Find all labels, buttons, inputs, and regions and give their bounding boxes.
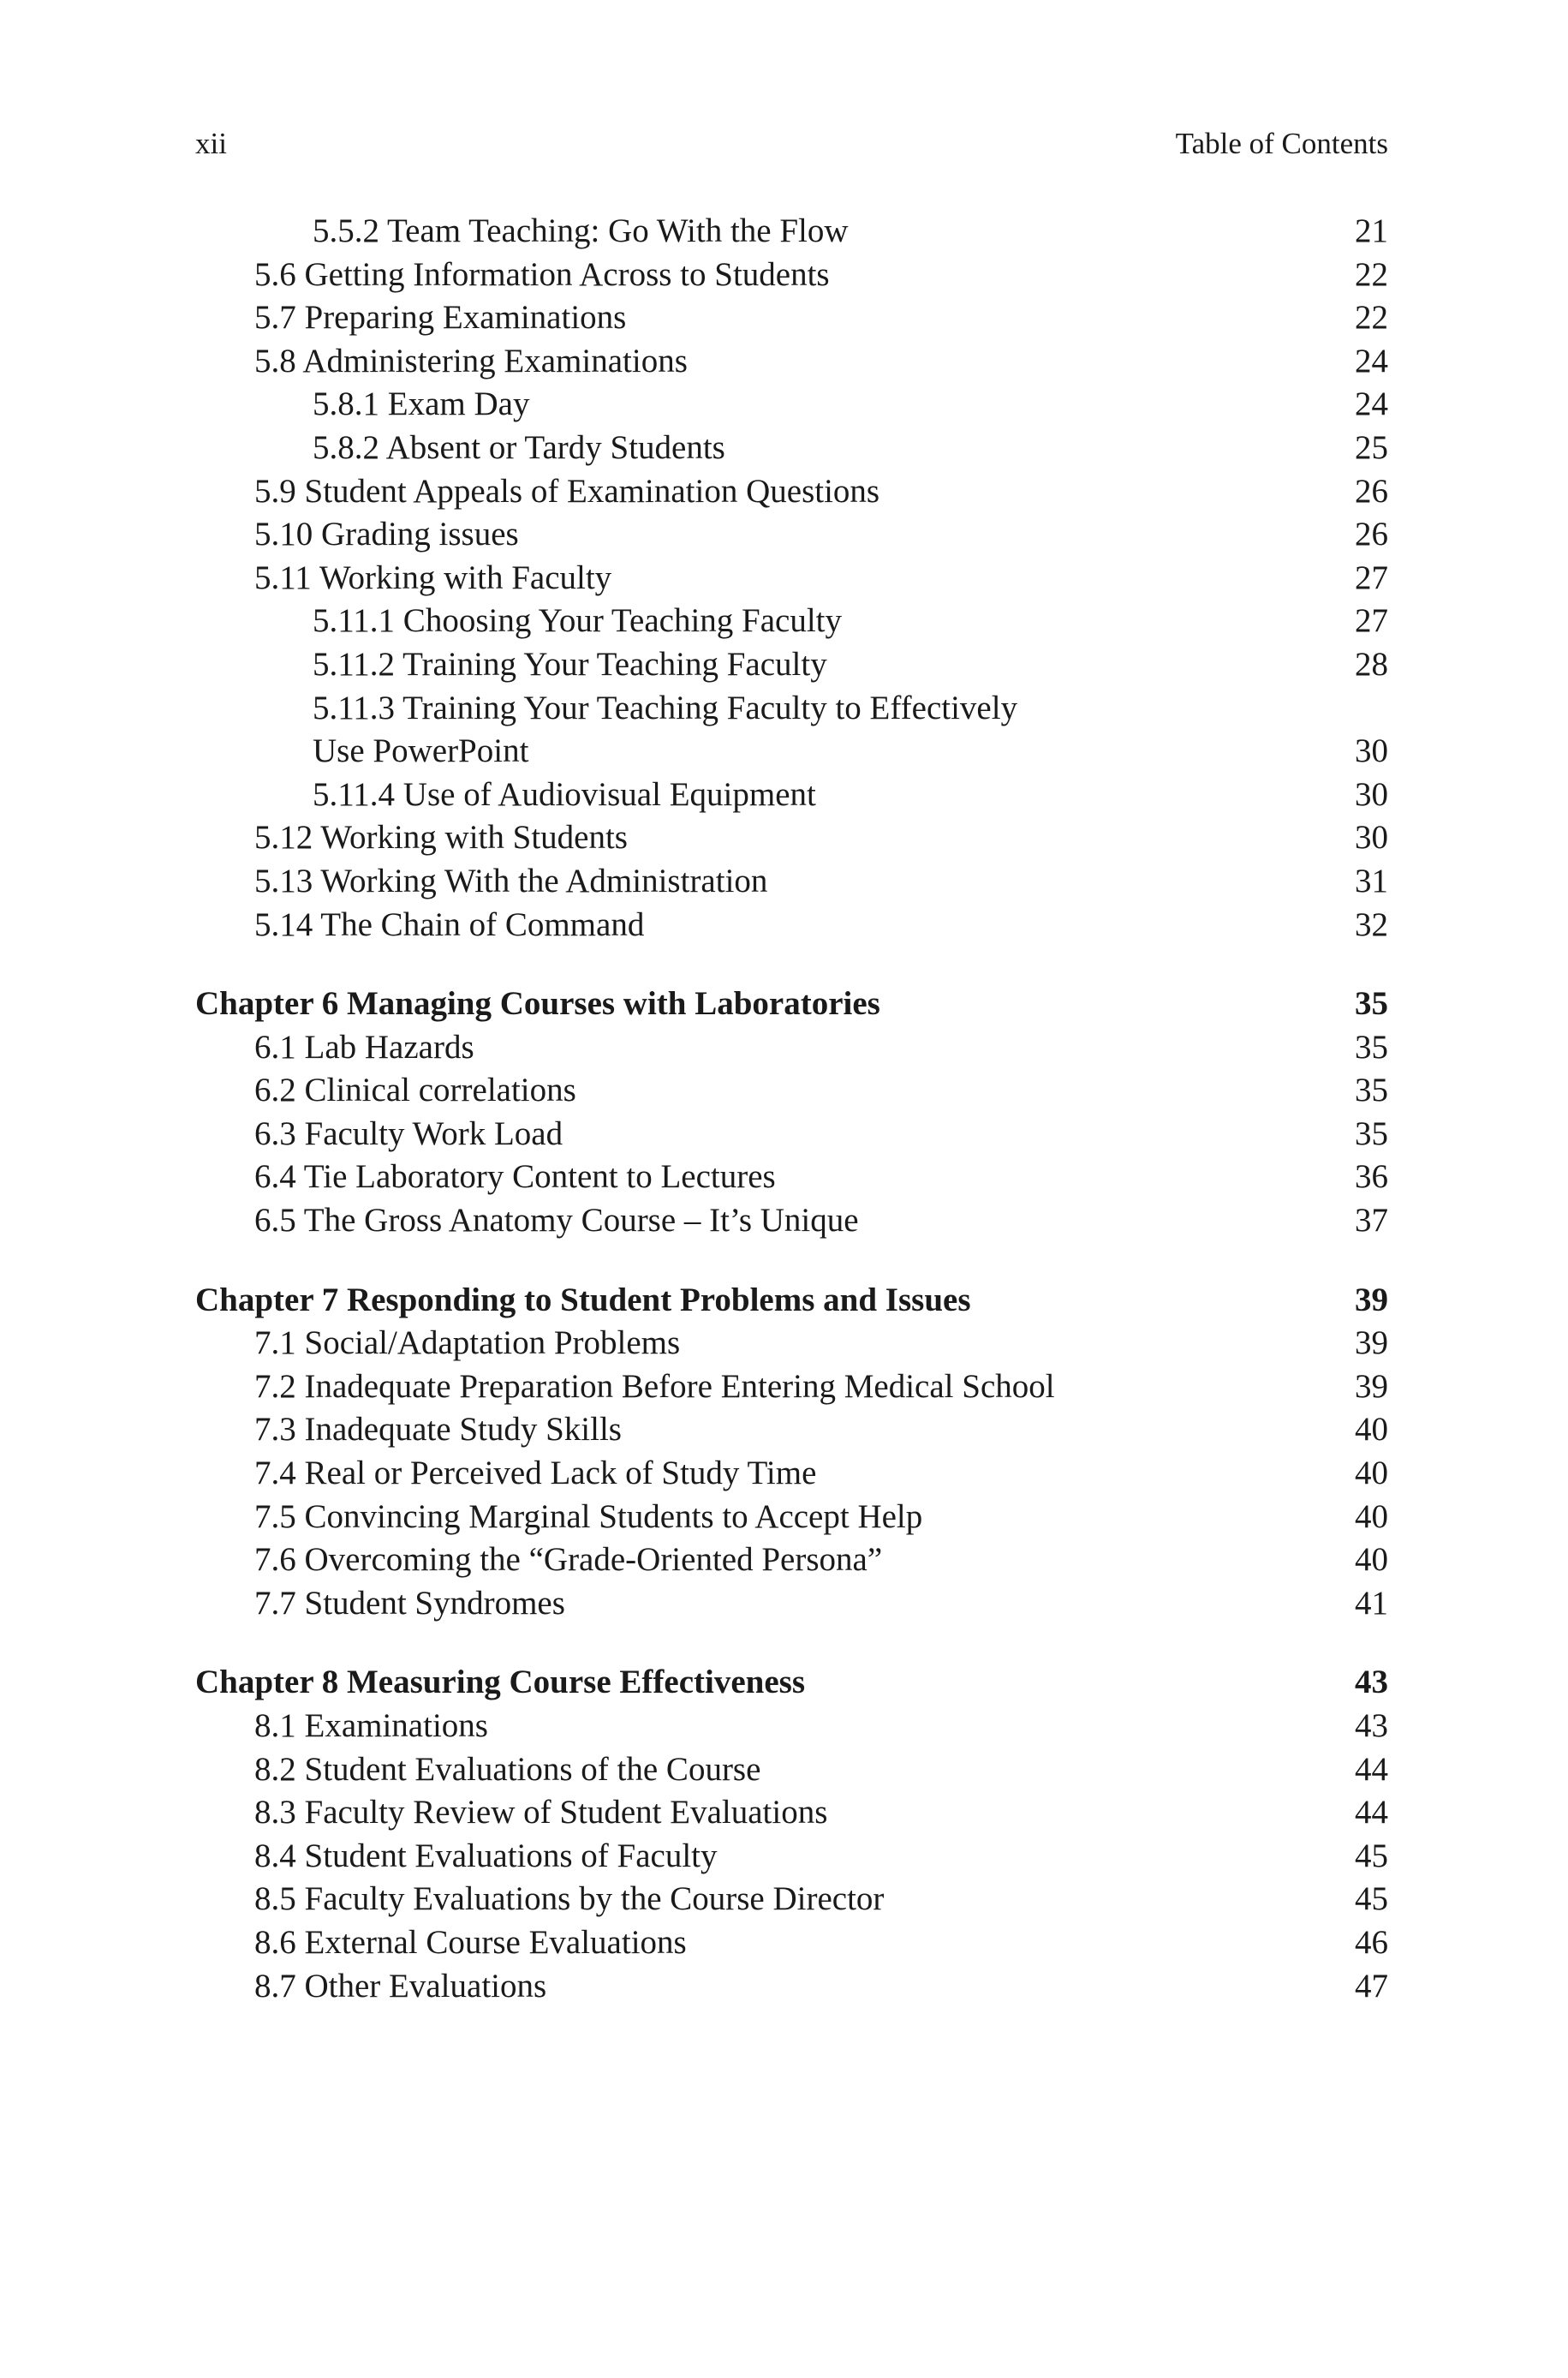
toc-section-entry[interactable] <box>0 860 1568 904</box>
toc-entry-page: 22 <box>1355 255 1388 293</box>
toc-entry-title: 6.3 Faculty Work Load <box>254 1114 563 1152</box>
page-header <box>0 127 1568 164</box>
toc-entry-page: 26 <box>1355 516 1388 553</box>
toc-entry-page: 35 <box>1355 1114 1388 1152</box>
toc-entry-page: 27 <box>1355 602 1388 640</box>
toc-entry-title: 5.9 Student Appeals of Examination Questions <box>254 472 880 510</box>
toc-entry-page: 39 <box>1355 1281 1388 1318</box>
toc-entry-title: 5.5.2 Team Teaching: Go With the Flow <box>313 212 849 249</box>
toc-entry-title: Chapter 7 Responding to Student Problems and Issues <box>195 1281 971 1318</box>
toc-section-entry[interactable] <box>0 254 1568 297</box>
toc-section-entry[interactable] <box>0 1452 1568 1496</box>
toc-section-entry[interactable] <box>0 557 1568 600</box>
toc-entry-title: 7.6 Overcoming the “Grade-Oriented Persona” <box>254 1541 883 1579</box>
toc-entry-page: 47 <box>1355 1967 1388 2005</box>
toc-entry-page: 41 <box>1355 1584 1388 1622</box>
toc-entry-page: 40 <box>1355 1541 1388 1579</box>
toc-entry-title: 7.5 Convincing Marginal Students to Accept Help <box>254 1497 923 1535</box>
toc-entry-title: 5.14 The Chain of Command <box>254 905 645 943</box>
toc-entry-title: 8.3 Faculty Review of Student Evaluations <box>254 1794 828 1831</box>
running-head: Table of Contents <box>1175 127 1388 160</box>
toc-section-entry[interactable] <box>0 296 1568 340</box>
toc-entry-page: 44 <box>1355 1794 1388 1831</box>
toc-entry-title: 5.11 Working with Faculty <box>254 559 612 596</box>
toc-entry-title: 5.11.1 Choosing Your Teaching Faculty <box>313 602 843 640</box>
toc-entry-title: 5.8 Administering Examinations <box>254 342 688 379</box>
toc-entry-title: Use PowerPoint <box>313 732 529 770</box>
toc-entry-title: 5.11.3 Training Your Teaching Faculty to Effectively <box>313 689 1018 726</box>
toc-entry-page: 24 <box>1355 342 1388 379</box>
toc-entry-title: 5.8.1 Exam Day <box>313 385 530 423</box>
toc-entry-title: 5.12 Working with Students <box>254 819 628 857</box>
toc-entry-title: 7.2 Inadequate Preparation Before Entering Medical School <box>254 1367 1055 1405</box>
toc-section-entry[interactable] <box>0 383 1568 427</box>
toc-section-entry[interactable] <box>0 1835 1568 1879</box>
toc-entry-page: 39 <box>1355 1367 1388 1405</box>
toc-entry-page: 35 <box>1355 985 1388 1023</box>
toc-entry-title: Chapter 8 Measuring Course Effectiveness <box>195 1664 806 1701</box>
toc-entry-title: 8.2 Student Evaluations of the Course <box>254 1750 761 1788</box>
toc-chapter-entry[interactable] <box>0 1279 1568 1323</box>
toc-entry-page: 36 <box>1355 1158 1388 1196</box>
page-number: xii <box>195 127 227 160</box>
toc-entry-title: 7.3 Inadequate Study Skills <box>254 1411 622 1449</box>
toc-entry-page: 45 <box>1355 1837 1388 1874</box>
toc-section-entry[interactable] <box>0 1539 1568 1582</box>
toc-entry-title: 5.8.2 Absent or Tardy Students <box>313 428 725 466</box>
toc-entry-title: 6.4 Tie Laboratory Content to Lectures <box>254 1158 776 1196</box>
toc-entry-page: 24 <box>1355 385 1388 423</box>
toc-entry-title: 7.7 Student Syndromes <box>254 1584 565 1622</box>
toc-entry-page: 39 <box>1355 1324 1388 1362</box>
toc-section-entry[interactable] <box>0 1026 1568 1070</box>
toc-section-entry[interactable] <box>0 1791 1568 1835</box>
toc-section-entry[interactable] <box>0 1408 1568 1452</box>
toc-section-entry[interactable] <box>0 600 1568 643</box>
toc-section-entry[interactable] <box>0 1199 1568 1243</box>
toc-entry-page: 30 <box>1355 732 1388 770</box>
toc-entry-page: 28 <box>1355 645 1388 683</box>
toc-entry-title: 5.10 Grading issues <box>254 516 519 553</box>
toc-entry-page: 43 <box>1355 1707 1388 1744</box>
toc-entry-page: 31 <box>1355 862 1388 899</box>
toc-chapter-entry[interactable] <box>0 983 1568 1026</box>
table-of-contents <box>0 210 1568 2008</box>
toc-section-entry[interactable] <box>0 1069 1568 1113</box>
toc-section-entry[interactable] <box>0 904 1568 947</box>
toc-entry-title: 5.13 Working With the Administration <box>254 862 768 899</box>
toc-section-entry[interactable] <box>0 513 1568 557</box>
toc-section-entry[interactable] <box>0 1365 1568 1409</box>
toc-entry-title: 5.6 Getting Information Across to Students <box>254 255 830 293</box>
toc-section-entry[interactable] <box>0 1921 1568 1965</box>
toc-entry-title: 5.7 Preparing Examinations <box>254 299 627 337</box>
toc-entry-page: 30 <box>1355 775 1388 813</box>
toc-entry-title: 8.7 Other Evaluations <box>254 1967 547 2005</box>
toc-section-entry[interactable] <box>0 1965 1568 2009</box>
toc-entry-page: 43 <box>1355 1664 1388 1701</box>
toc-entry-page: 22 <box>1355 299 1388 337</box>
toc-entry-title: Chapter 6 Managing Courses with Laboratories <box>195 985 880 1023</box>
toc-entry-page: 35 <box>1355 1072 1388 1109</box>
toc-entry-page: 40 <box>1355 1455 1388 1492</box>
toc-entry-page: 25 <box>1355 428 1388 466</box>
toc-section-entry[interactable] <box>0 1878 1568 1921</box>
toc-section-entry[interactable] <box>0 1748 1568 1792</box>
toc-section-entry[interactable] <box>0 774 1568 817</box>
toc-section-entry[interactable] <box>0 1705 1568 1748</box>
toc-section-entry[interactable] <box>0 1322 1568 1365</box>
toc-entry-title: 5.11.4 Use of Audiovisual Equipment <box>313 775 816 813</box>
toc-section-entry[interactable] <box>0 1496 1568 1539</box>
toc-section-entry[interactable] <box>0 1113 1568 1156</box>
toc-section-entry[interactable] <box>0 340 1568 384</box>
toc-entry-title: 6.2 Clinical correlations <box>254 1072 576 1109</box>
toc-entry-page: 46 <box>1355 1923 1388 1961</box>
toc-entry-page: 32 <box>1355 905 1388 943</box>
toc-section-entry[interactable] <box>0 427 1568 470</box>
toc-entry-page: 45 <box>1355 1880 1388 1918</box>
toc-entry-page: 30 <box>1355 819 1388 857</box>
toc-entry-page: 26 <box>1355 472 1388 510</box>
toc-chapter-entry[interactable] <box>0 1661 1568 1705</box>
toc-entry-page: 40 <box>1355 1411 1388 1449</box>
toc-section-entry[interactable] <box>0 1156 1568 1199</box>
toc-entry-title: 8.1 Examinations <box>254 1707 488 1744</box>
toc-entry-title: 8.4 Student Evaluations of Faculty <box>254 1837 718 1874</box>
toc-entry-title: 6.5 The Gross Anatomy Course – It’s Unique <box>254 1202 859 1240</box>
toc-entry-page: 37 <box>1355 1202 1388 1240</box>
toc-section-entry[interactable] <box>0 643 1568 687</box>
toc-entry-page: 27 <box>1355 559 1388 596</box>
toc-entry-title: 8.5 Faculty Evaluations by the Course Director <box>254 1880 885 1918</box>
toc-section-entry[interactable] <box>0 210 1568 254</box>
toc-section-entry[interactable] <box>0 1582 1568 1626</box>
toc-entry-title: 8.6 External Course Evaluations <box>254 1923 687 1961</box>
toc-section-entry[interactable] <box>0 730 1568 774</box>
toc-section-entry[interactable] <box>0 687 1568 731</box>
toc-entry-page: 21 <box>1355 212 1388 249</box>
toc-section-entry[interactable] <box>0 470 1568 514</box>
toc-entry-page: 35 <box>1355 1028 1388 1066</box>
toc-entry-page: 40 <box>1355 1497 1388 1535</box>
toc-entry-title: 7.4 Real or Perceived Lack of Study Time <box>254 1455 817 1492</box>
toc-section-entry[interactable] <box>0 816 1568 860</box>
toc-entry-title: 7.1 Social/Adaptation Problems <box>254 1324 681 1362</box>
toc-entry-title: 5.11.2 Training Your Teaching Faculty <box>313 645 827 683</box>
toc-entry-title: 6.1 Lab Hazards <box>254 1028 474 1066</box>
toc-entry-page: 44 <box>1355 1750 1388 1788</box>
